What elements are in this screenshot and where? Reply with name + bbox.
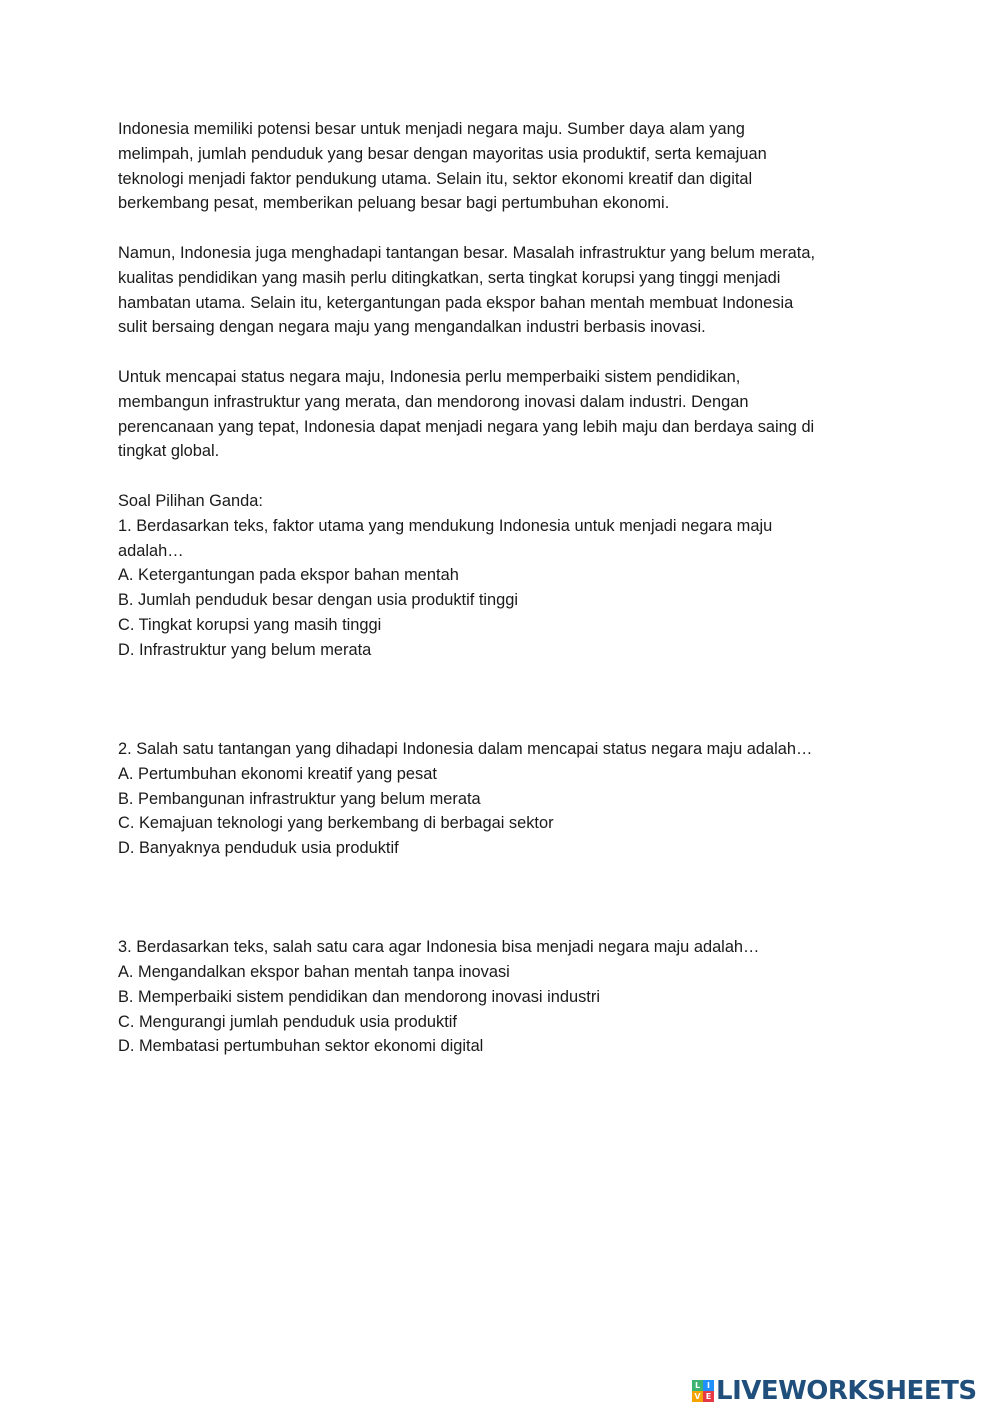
paragraph-line: kualitas pendidikan yang masih perlu ditingkatkan, serta tingkat korupsi yang tinggi menjadi (118, 268, 781, 287)
logo-mark-cell: V (692, 1391, 703, 1402)
paragraph-line: perencanaan yang tepat, Indonesia dapat menjadi negara yang lebih maju dan berdaya saing di (118, 417, 815, 436)
paragraph-line: berkembang pesat, memberikan peluang besar bagi pertumbuhan ekonomi. (118, 194, 670, 213)
paragraph-line: melimpah, jumlah penduduk yang besar dengan mayoritas usia produktif, serta kemajuan (118, 144, 767, 163)
answer-option-d[interactable]: D. Membatasi pertumbuhan sektor ekonomi digital (118, 1037, 484, 1056)
quiz-heading: Soal Pilihan Ganda: (118, 491, 263, 510)
answer-option-b[interactable]: B. Jumlah penduduk besar dengan usia produktif tinggi (118, 591, 519, 610)
paragraph-line: Indonesia memiliki potensi besar untuk menjadi negara maju. Sumber daya alam yang (118, 120, 745, 138)
question-spacer (118, 861, 893, 935)
answer-option-a[interactable]: A. Ketergantungan pada ekspor bahan mentah (118, 566, 459, 585)
liveworksheets-logo (692, 1376, 977, 1406)
logo-mark-icon (692, 1380, 714, 1402)
question-text: 1. Berdasarkan teks, faktor utama yang mendukung Indonesia untuk menjadi negara maju (118, 516, 773, 535)
paragraph-line: teknologi menjadi faktor pendukung utama. Selain itu, sektor ekonomi kreatif dan digital (118, 169, 753, 188)
answer-option-c[interactable]: C. Kemajuan teknologi yang berkembang di berbagai sektor (118, 814, 554, 833)
paragraph-conclusion (118, 365, 893, 464)
paragraph-intro (118, 117, 893, 216)
question-spacer (118, 663, 893, 737)
question-2 (118, 737, 893, 861)
answer-option-c[interactable]: C. Tingkat korupsi yang masih tinggi (118, 615, 382, 634)
answer-option-c[interactable]: C. Mengurangi jumlah penduduk usia produktif (118, 1012, 457, 1031)
answer-option-d[interactable]: D. Infrastruktur yang belum merata (118, 640, 372, 659)
answer-option-b[interactable]: B. Pembangunan infrastruktur yang belum merata (118, 789, 481, 808)
paragraph-line: tingkat global. (118, 442, 220, 461)
paragraph-line: membangun infrastruktur yang merata, dan mendorong inovasi dalam industri. Dengan (118, 392, 749, 411)
answer-option-a[interactable]: A. Pertumbuhan ekonomi kreatif yang pesat (118, 764, 437, 783)
paragraph-challenges (118, 241, 893, 340)
paragraph-line: sulit bersaing dengan negara maju yang mengandalkan industri berbasis inovasi. (118, 318, 706, 337)
answer-option-b[interactable]: B. Memperbaiki sistem pendidikan dan mendorong inovasi industri (118, 987, 600, 1006)
paragraph-line: Namun, Indonesia juga menghadapi tantangan besar. Masalah infrastruktur yang belum merata, (118, 243, 816, 262)
paragraph-line: hambatan utama. Selain itu, ketergantungan pada ekspor bahan mentah membuat Indonesia (118, 293, 794, 312)
paragraph-line: Untuk mencapai status negara maju, Indonesia perlu memperbaiki sistem pendidikan, (118, 367, 741, 386)
question-text: adalah… (118, 541, 184, 560)
logo-mark-cell: L (692, 1380, 703, 1391)
question-text: 2. Salah satu tantangan yang dihadapi Indonesia dalam mencapai status negara maju adalah… (118, 739, 813, 758)
question-text: 3. Berdasarkan teks, salah satu cara agar Indonesia bisa menjadi negara maju adalah… (118, 938, 760, 957)
logo-wordmark: LIVEWORKSHEETS (716, 1376, 977, 1406)
logo-mark-cell: I (703, 1380, 714, 1391)
answer-option-a[interactable]: A. Mengandalkan ekspor bahan mentah tanpa inovasi (118, 963, 510, 982)
answer-option-d[interactable]: D. Banyaknya penduduk usia produktif (118, 839, 399, 858)
logo-mark-cell: E (703, 1391, 714, 1402)
question-1 (118, 514, 893, 663)
question-3 (118, 935, 893, 1059)
worksheet-page (118, 117, 893, 1059)
